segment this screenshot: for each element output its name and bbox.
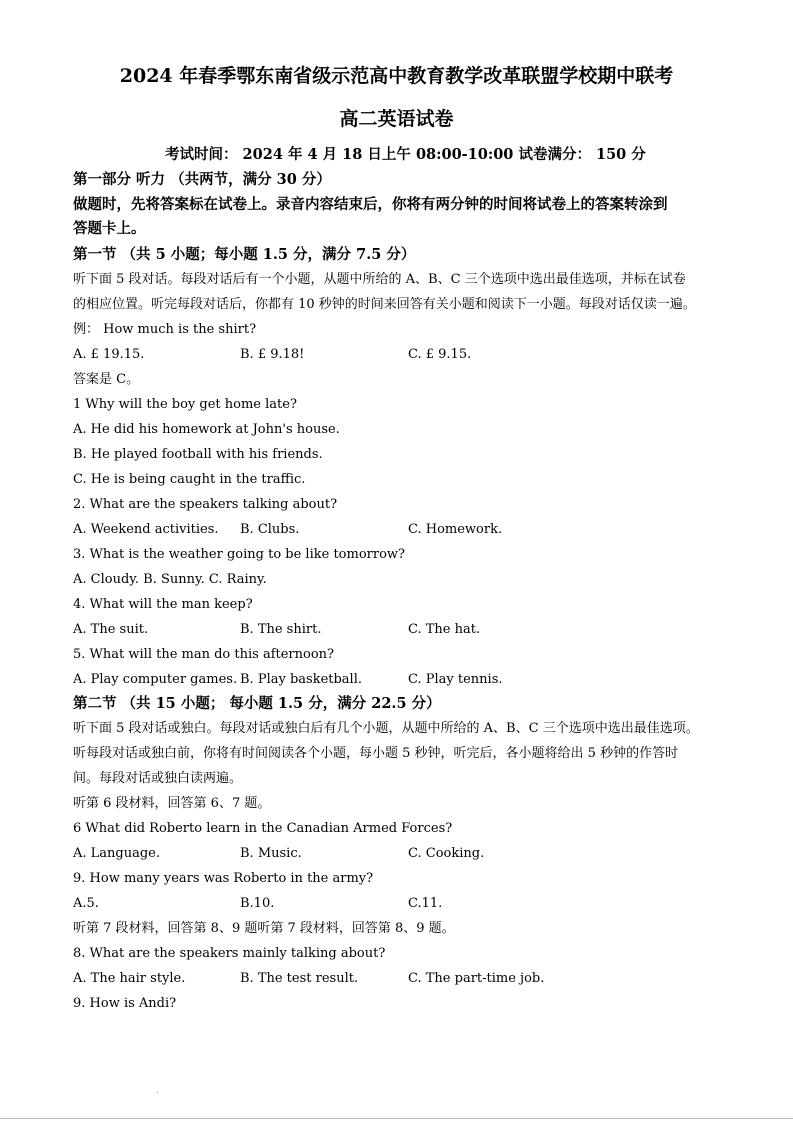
question-4-option-a: A. The suit. <box>73 622 149 637</box>
question-4-option-b: B. The shirt. <box>240 622 322 637</box>
example-option-a: A. £ 19.15. <box>73 347 145 362</box>
question-6: 6 What did Roberto learn in the Canadian Armed Forces? <box>73 821 453 836</box>
section2-desc-end: 间。每段对话或独白读两遍。 <box>73 771 243 786</box>
example-answer: 答案是 C。 <box>73 372 140 387</box>
question-4: 4. What will the man keep? <box>73 597 253 612</box>
part1-instruction: 做题时，先将答案标在试卷上。录音内容结束后，你将有两分钟的时间将试卷上的答案转涂到 <box>73 196 668 213</box>
question-2-option-b: B. Clubs. <box>240 522 300 537</box>
question-2: 2. What are the speakers talking about? <box>73 497 338 512</box>
question-8-option-c: C. The part-time job. <box>408 971 545 986</box>
section1-desc-cont: 的相应位置。听完每段对话后，你都有 10 秒钟的时间来回答有关小题和阅读下一小题。每段对话仅读一遍。 <box>73 297 696 312</box>
question-7-option-a: A.5. <box>73 896 99 911</box>
exam-title: 2024 年春季鄂东南省级示范高中教育教学改革联盟学校期中联考 <box>119 65 674 87</box>
question-1-option-c: C. He is being caught in the traffic. <box>73 472 306 487</box>
section2-desc-cont: 听每段对话或独白前，你将有时间阅读各个小题，每小题 5 秒钟，听完后，各小题将给出 5 秒钟的作答时 <box>73 746 679 761</box>
part1-heading: 第一部分 听力 （共两节，满分 30 分） <box>73 171 331 188</box>
example-option-b: B. £ 9.18! <box>240 347 305 362</box>
question-7: 9. How many years was Roberto in the army? <box>73 871 374 886</box>
section1-heading: 第一节 （共 5 小题；每小题 1.5 分，满分 7.5 分） <box>73 246 416 263</box>
question-5-option-c: C. Play tennis. <box>408 672 503 687</box>
question-6-option-c: C. Cooking. <box>408 846 485 861</box>
question-9: 9. How is Andi? <box>73 996 177 1011</box>
question-7-option-c: C.11. <box>408 896 443 911</box>
question-6-option-b: B. Music. <box>240 846 302 861</box>
question-8: 8. What are the speakers mainly talking about? <box>73 946 386 961</box>
exam-info: 考试时间： 2024 年 4 月 18 日上午 08:00-10:00 试卷满分： 150 分 <box>165 146 646 163</box>
example-option-c: C. £ 9.15. <box>408 347 472 362</box>
section2-desc: 听下面 5 段对话或独白。每段对话或独白后有几个小题，从题中所给的 A、B、C 三个选项中选出最佳选项。 <box>73 721 699 736</box>
material-6-note: 听第 6 段材料，回答第 6、7 题。 <box>73 796 271 811</box>
question-3-options: A. Cloudy. B. Sunny. C. Rainy. <box>73 572 267 587</box>
exam-subtitle: 高二英语试卷 <box>339 108 454 130</box>
question-5-option-b: B. Play basketball. <box>240 672 363 687</box>
question-8-option-a: A. The hair style. <box>73 971 186 986</box>
question-8-option-b: B. The test result. <box>240 971 359 986</box>
question-5-option-a: A. Play computer games. <box>73 672 238 687</box>
footer-divider <box>0 1118 793 1119</box>
example-question: 例： How much is the shirt? <box>73 322 257 337</box>
section2-heading: 第二节 （共 15 小题； 每小题 1.5 分，满分 22.5 分） <box>73 695 441 712</box>
question-6-option-a: A. Language. <box>73 846 161 861</box>
question-1-option-b: B. He played football with his friends. <box>73 447 323 462</box>
section1-desc: 听下面 5 段对话。每段对话后有一个小题，从题中所给的 A、B、C 三个选项中选出最佳选项，并标在试卷 <box>73 272 686 287</box>
question-1: 1 Why will the boy get home late? <box>73 397 297 412</box>
question-2-option-c: C. Homework. <box>408 522 503 537</box>
question-7-option-b: B.10. <box>240 896 275 911</box>
question-2-option-a: A. Weekend activities. <box>73 522 219 537</box>
question-4-option-c: C. The hat. <box>408 622 481 637</box>
question-1-option-a: A. He did his homework at John's house. <box>73 422 340 437</box>
question-3: 3. What is the weather going to be like tomorrow? <box>73 547 406 562</box>
part1-instruction-cont: 答题卡上。 <box>73 220 146 237</box>
material-7-note: 听第 7 段材料，回答第 8、9 题听第 7 段材料，回答第 8、9 题。 <box>73 921 455 936</box>
footer-dot: . <box>156 1086 159 1095</box>
question-5: 5. What will the man do this afternoon? <box>73 647 335 662</box>
